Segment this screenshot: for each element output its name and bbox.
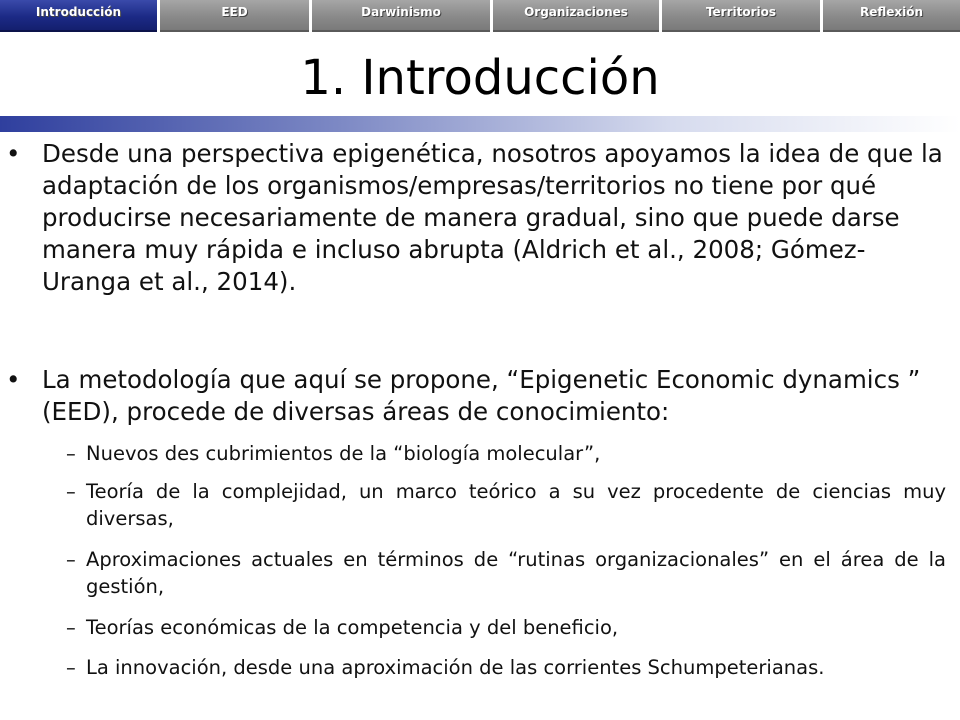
sub-item bbox=[66, 654, 946, 681]
sub-text: Aproximaciones actuales en términos de “rutinas organizacionales” en el área de la gestión, bbox=[86, 548, 946, 598]
sub-item bbox=[66, 440, 946, 467]
sub-dash: – bbox=[66, 548, 76, 571]
slide-title: 1. Introducción bbox=[300, 50, 660, 106]
top-navigation bbox=[0, 0, 960, 34]
sub-dash: – bbox=[66, 616, 76, 639]
bullet-text: La metodología que aquí se propone, “Epigenetic Economic dynamics ” (EED), procede de diversas áreas de conocimiento: bbox=[42, 365, 921, 426]
bullet-item bbox=[6, 364, 946, 428]
sub-text: Teoría de la complejidad, un marco teórico a su vez procedente de ciencias muy diversas, bbox=[86, 480, 946, 530]
nav-tab-territorios[interactable]: Territorios bbox=[662, 0, 820, 32]
title-gradient-bar bbox=[0, 116, 960, 132]
sub-dash: – bbox=[66, 656, 76, 679]
bullet-marker: • bbox=[6, 365, 21, 394]
bullet-marker: • bbox=[6, 139, 21, 168]
sub-text: Teorías económicas de la competencia y del beneficio, bbox=[86, 616, 619, 639]
sub-item bbox=[66, 478, 946, 532]
bullet-text: Desde una perspectiva epigenética, nosotros apoyamos la idea de que la adaptación de los organismos/empresas/territorios no tiene por qué producirse necesariamente de manera gradual, sino que puede darse manera muy rápida e incluso abrupta (Aldrich et al., 2008; Gómez-Uranga et al., 2014). bbox=[42, 139, 943, 296]
sub-text: La innovación, desde una aproximación de las corrientes Schumpeterianas. bbox=[86, 656, 825, 679]
nav-tab-organizaciones[interactable]: Organizaciones bbox=[493, 0, 659, 32]
nav-tab-eed[interactable]: EED bbox=[160, 0, 309, 32]
nav-tab-reflexion[interactable]: Reflexión bbox=[823, 0, 960, 32]
sub-item bbox=[66, 546, 946, 600]
sub-text: Nuevos des cubrimientos de la “biología molecular”, bbox=[86, 442, 601, 465]
sub-dash: – bbox=[66, 442, 76, 465]
sub-item bbox=[66, 614, 946, 641]
nav-tab-introduccion[interactable]: Introducción bbox=[0, 0, 157, 32]
nav-tab-darwinismo[interactable]: Darwinismo bbox=[312, 0, 490, 32]
bullet-item bbox=[6, 138, 946, 298]
sub-dash: – bbox=[66, 480, 76, 503]
